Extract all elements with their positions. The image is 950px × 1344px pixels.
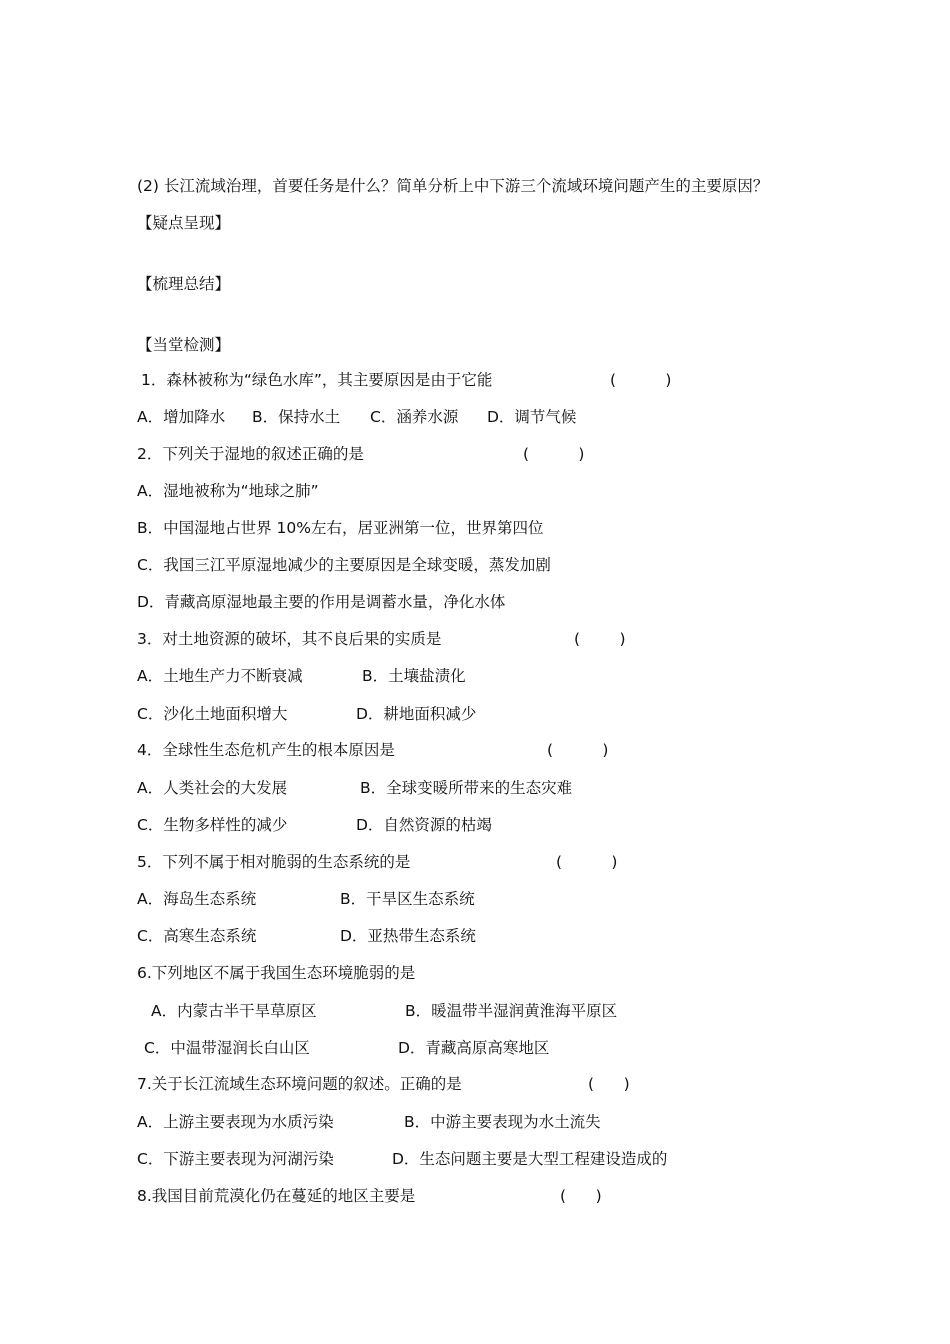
question-4-option-d: D．自然资源的枯竭 — [356, 816, 492, 834]
section-heading-test: 【当堂检测】 — [137, 336, 231, 354]
question-2-option-b-line — [0, 515, 544, 541]
question-5-options-line-1 — [0, 886, 475, 912]
section-doubts-line — [0, 210, 231, 236]
intro-question: (2) 长江流域治理，首要任务是什么？简单分析上中下游三个流域环境问题产生的主要原因？ — [137, 177, 769, 195]
question-7-line — [0, 1071, 630, 1097]
question-2-line — [0, 441, 585, 467]
question-8-stem: 8.我国目前荒漠化仍在蔓延的地区主要是 — [137, 1187, 416, 1205]
question-5-option-a: A．海岛生态系统 — [137, 890, 257, 908]
question-7-options-line-2 — [0, 1146, 668, 1172]
question-4-options-line-1 — [0, 775, 573, 801]
question-5-stem: 5．下列不属于相对脆弱的生态系统的是 — [137, 853, 411, 871]
question-4-option-b: B．全球变暖所带来的生态灾难 — [360, 779, 573, 797]
question-3-line — [0, 626, 626, 652]
question-8-line — [0, 1183, 602, 1209]
question-7-option-a: A．上游主要表现为水质污染 — [137, 1113, 334, 1131]
question-7-stem: 7.关于长江流域生态环境问题的叙述。正确的是 — [137, 1075, 462, 1093]
question-6-options-line-1 — [0, 998, 618, 1024]
question-5-options-line-2 — [0, 923, 476, 949]
question-2-option-a-line — [0, 478, 319, 504]
question-2-answer-bracket: ( ) — [523, 445, 585, 463]
intro-question-line — [0, 173, 769, 199]
question-1-stem: 1．森林被称为“绿色水库”，其主要原因是由于它能 — [141, 371, 493, 389]
question-2-option-d: D．青藏高原湿地最主要的作用是调蓄水量，净化水体 — [137, 593, 506, 611]
question-5-option-c: C．高寒生态系统 — [137, 927, 257, 945]
question-3-option-c: C．沙化土地面积增大 — [137, 705, 288, 723]
question-7-answer-bracket: ( ) — [588, 1075, 630, 1093]
question-1-line — [0, 367, 672, 393]
question-4-stem: 4．全球性生态危机产生的根本原因是 — [137, 741, 395, 759]
question-1-option-a: A．增加降水 — [137, 408, 226, 426]
section-summary-line — [0, 271, 231, 297]
question-4-answer-bracket: ( ) — [547, 741, 609, 759]
question-4-option-a: A．人类社会的大发展 — [137, 779, 288, 797]
question-2-option-c: C．我国三江平原湿地减少的主要原因是全球变暖，蒸发加剧 — [137, 556, 551, 574]
question-6-options-line-2 — [0, 1035, 550, 1061]
question-3-option-a: A．土地生产力不断衰减 — [137, 667, 303, 685]
question-7-option-c: C．下游主要表现为河湖污染 — [137, 1150, 334, 1168]
section-test-line — [0, 332, 231, 358]
question-1-option-d: D．调节气候 — [487, 408, 577, 426]
question-6-stem: 6.下列地区不属于我国生态环境脆弱的是 — [137, 964, 416, 982]
question-4-options-line-2 — [0, 812, 492, 838]
question-6-option-d: D．青藏高原高寒地区 — [398, 1039, 550, 1057]
question-6-line — [0, 960, 416, 986]
section-heading-summary: 【梳理总结】 — [137, 275, 231, 293]
question-1-option-b: B．保持水土 — [252, 408, 341, 426]
question-2-option-d-line — [0, 589, 506, 615]
question-1-option-c: C．涵养水源 — [370, 408, 459, 426]
question-2-option-c-line — [0, 552, 551, 578]
question-4-option-c: C．生物多样性的减少 — [137, 816, 288, 834]
question-6-option-a: A．内蒙古半干旱草原区 — [151, 1002, 317, 1020]
question-3-stem: 3．对土地资源的破坏，其不良后果的实质是 — [137, 630, 442, 648]
question-7-option-b: B．中游主要表现为水土流失 — [404, 1113, 601, 1131]
question-5-line — [0, 849, 618, 875]
question-3-answer-bracket: ( ) — [574, 630, 626, 648]
question-3-option-d: D．耕地面积减少 — [356, 705, 477, 723]
question-4-line — [0, 737, 609, 763]
question-2-stem: 2．下列关于湿地的叙述正确的是 — [137, 445, 364, 463]
question-3-options-line-1 — [0, 663, 466, 689]
section-heading-doubts: 【疑点呈现】 — [137, 214, 231, 232]
question-7-option-d: D．生态问题主要是大型工程建设造成的 — [392, 1150, 668, 1168]
question-5-answer-bracket: ( ) — [556, 853, 618, 871]
question-1-answer-bracket: ( ) — [610, 371, 672, 389]
question-5-option-d: D．亚热带生态系统 — [340, 927, 476, 945]
question-8-answer-bracket: ( ) — [560, 1187, 602, 1205]
question-2-option-a: A．湿地被称为“地球之肺” — [137, 482, 319, 500]
question-3-option-b: B．土壤盐渍化 — [362, 667, 466, 685]
question-5-option-b: B．干旱区生态系统 — [340, 890, 475, 908]
question-3-options-line-2 — [0, 701, 477, 727]
question-6-option-c: C．中温带湿润长白山区 — [144, 1039, 310, 1057]
question-7-options-line-1 — [0, 1109, 601, 1135]
question-1-options-line — [0, 404, 577, 430]
question-2-option-b: B．中国湿地占世界 10%左右，居亚洲第一位，世界第四位 — [137, 519, 544, 537]
question-6-option-b: B．暖温带半湿润黄淮海平原区 — [405, 1002, 618, 1020]
